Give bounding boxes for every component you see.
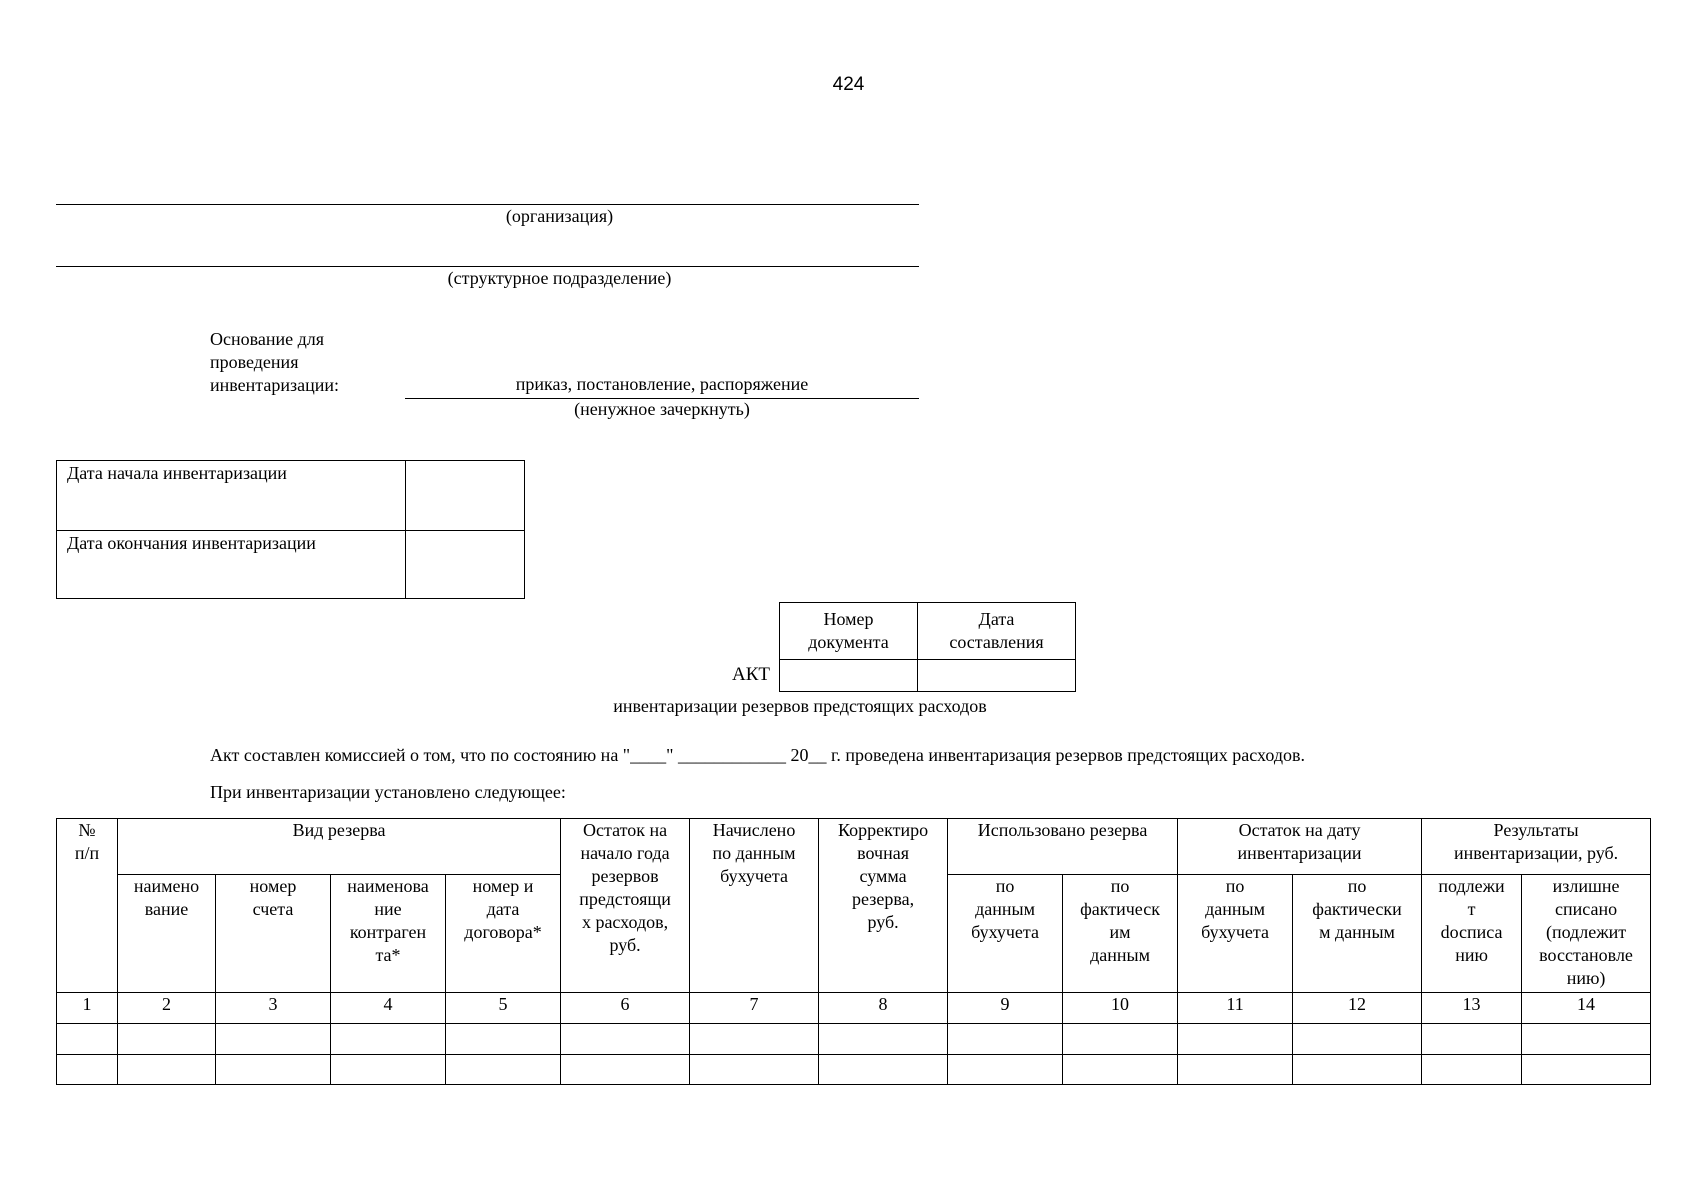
- col-header-balance-date: Остаток на дату инвентаризации: [1178, 819, 1422, 875]
- table-cell[interactable]: [216, 1055, 331, 1085]
- table-cell[interactable]: [948, 1024, 1063, 1055]
- col-header-adjusting-sum: Корректиро вочная сумма резерва, руб.: [819, 819, 948, 993]
- table-cell[interactable]: [1293, 1055, 1422, 1085]
- col-header-used-book: по данным бухучета: [948, 875, 1063, 993]
- table-cell[interactable]: [118, 1024, 216, 1055]
- col-header-balance-start: Остаток на начало года резервов предстоящи х расходов, руб.: [561, 819, 690, 993]
- column-number: 5: [446, 993, 561, 1024]
- col-header-accrued: Начислено по данным бухучета: [690, 819, 819, 993]
- table-cell[interactable]: [446, 1024, 561, 1055]
- basis-note: (ненужное зачеркнуть): [574, 399, 750, 419]
- table-cell[interactable]: [446, 1055, 561, 1085]
- table-cell[interactable]: [331, 1024, 446, 1055]
- column-number: 7: [690, 993, 819, 1024]
- column-number: 1: [57, 993, 118, 1024]
- table-cell[interactable]: [1178, 1024, 1293, 1055]
- table-cell[interactable]: [948, 1055, 1063, 1085]
- column-number: 6: [561, 993, 690, 1024]
- dates-table: [56, 460, 525, 599]
- end-date-label: Дата окончания инвентаризации: [57, 531, 406, 599]
- table-cell[interactable]: [1522, 1024, 1651, 1055]
- basis-label: Основание для проведения инвентаризации:: [210, 329, 339, 395]
- column-number: 13: [1422, 993, 1522, 1024]
- page-number: 424: [832, 74, 865, 95]
- established-text: При инвентаризации установлено следующее:: [210, 782, 566, 802]
- table-cell[interactable]: [1063, 1055, 1178, 1085]
- col-header-kind-name: наимено вание: [118, 875, 216, 993]
- act-statement: Акт составлен комиссией о том, что по состоянию на "____" ____________ 20__ г. проведена инвентаризация резервов предстоящих расходов.: [210, 745, 1306, 765]
- table-row: [57, 1024, 1651, 1055]
- table-cell[interactable]: [216, 1024, 331, 1055]
- table-cell[interactable]: [1178, 1055, 1293, 1085]
- organization-caption: (организация): [505, 206, 614, 226]
- col-header-reserve-kind: Вид резерва: [118, 819, 561, 875]
- department-caption: (структурное подразделение): [447, 268, 672, 288]
- column-number: 9: [948, 993, 1063, 1024]
- act-subtitle: инвентаризации резервов предстоящих расходов: [613, 696, 987, 716]
- doc-date-header: Дата составления: [918, 603, 1076, 660]
- organization-line: [56, 204, 919, 205]
- col-header-kind-contract: номер и дата договора*: [446, 875, 561, 993]
- table-cell[interactable]: [57, 1055, 118, 1085]
- col-header-balance-book: по данным бухучета: [1178, 875, 1293, 993]
- table-cell[interactable]: [819, 1024, 948, 1055]
- col-header-results: Результаты инвентаризации, руб.: [1422, 819, 1651, 875]
- table-cell[interactable]: [118, 1055, 216, 1085]
- act-title: АКТ: [732, 664, 770, 685]
- column-number: 14: [1522, 993, 1651, 1024]
- table-cell[interactable]: [690, 1055, 819, 1085]
- col-header-results-writeoff: излишне списано (подлежит восстановле нию): [1522, 875, 1651, 993]
- table-cell[interactable]: [561, 1055, 690, 1085]
- table-cell[interactable]: [819, 1055, 948, 1085]
- col-header-kind-account: номер счета: [216, 875, 331, 993]
- doc-number-field[interactable]: [780, 660, 918, 692]
- column-number: 4: [331, 993, 446, 1024]
- column-numbers-row: [57, 993, 1651, 1024]
- end-date-field[interactable]: [406, 531, 525, 599]
- start-date-label: Дата начала инвентаризации: [57, 461, 406, 531]
- column-number: 3: [216, 993, 331, 1024]
- start-date-field[interactable]: [406, 461, 525, 531]
- column-number: 11: [1178, 993, 1293, 1024]
- col-header-results-add: подлежи т dосписа нию: [1422, 875, 1522, 993]
- column-number: 8: [819, 993, 948, 1024]
- table-cell[interactable]: [1422, 1055, 1522, 1085]
- document-info-table: [779, 602, 1076, 692]
- table-row: [57, 1055, 1651, 1085]
- column-number: 2: [118, 993, 216, 1024]
- col-header-number: № п/п: [57, 819, 118, 993]
- col-header-kind-counterparty: наименова ние контраген та*: [331, 875, 446, 993]
- basis-value: приказ, постановление, распоряжение: [515, 374, 809, 394]
- col-header-reserve-used: Использовано резерва: [948, 819, 1178, 875]
- table-cell[interactable]: [690, 1024, 819, 1055]
- table-cell[interactable]: [1522, 1055, 1651, 1085]
- table-cell[interactable]: [331, 1055, 446, 1085]
- column-number: 12: [1293, 993, 1422, 1024]
- doc-date-field[interactable]: [918, 660, 1076, 692]
- col-header-balance-actual: по фактически м данным: [1293, 875, 1422, 993]
- table-cell[interactable]: [1063, 1024, 1178, 1055]
- table-cell[interactable]: [57, 1024, 118, 1055]
- table-cell[interactable]: [561, 1024, 690, 1055]
- table-cell[interactable]: [1293, 1024, 1422, 1055]
- table-cell[interactable]: [1422, 1024, 1522, 1055]
- reserves-table: [56, 818, 1651, 1085]
- col-header-used-actual: по фактическ им данным: [1063, 875, 1178, 993]
- doc-number-header: Номер документа: [780, 603, 918, 660]
- department-line: [56, 266, 919, 267]
- column-number: 10: [1063, 993, 1178, 1024]
